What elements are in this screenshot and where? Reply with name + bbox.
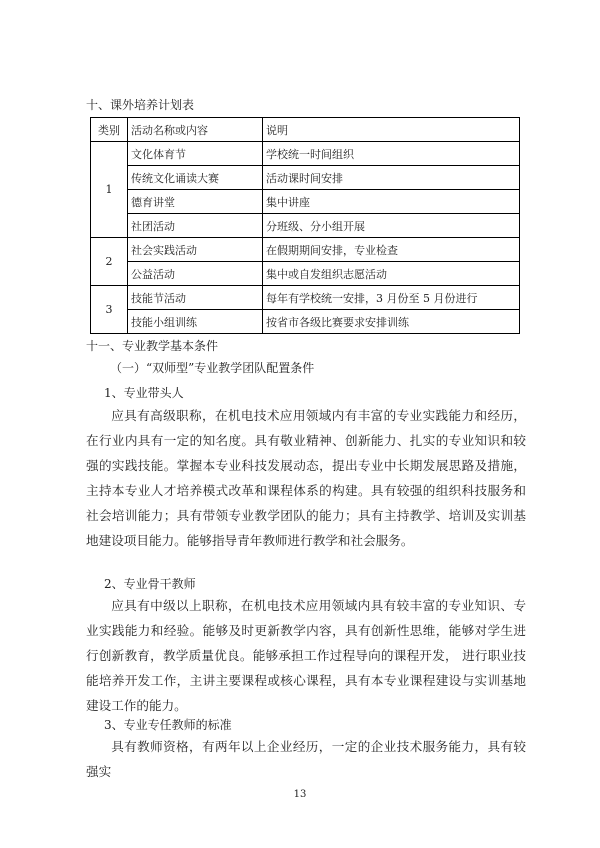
note-cell: 集中讲座 [263,190,520,214]
category-cell: 2 [91,238,128,286]
item-1-title: 1、专业带头人 [104,386,184,400]
table-row [91,310,520,334]
table-row [91,190,520,214]
activity-cell: 传统文化诵读大赛 [128,166,263,190]
activity-cell: 社会实践活动 [128,238,263,262]
item-3-text: 具有教师资格，有两年以上企业经历，一定的企业技术服务能力，具有较强实 [86,739,526,779]
subsection-1-title: （一）“双师型”专业教学团队配置条件 [110,361,315,375]
note-cell: 活动课时间安排 [263,166,520,190]
extracurricular-plan-table [90,117,520,334]
table-row [91,142,520,166]
activity-cell: 社团活动 [128,214,263,238]
page-number: 13 [293,789,307,800]
note-cell: 每年有学校统一安排，3 月份至 5 月份进行 [263,286,520,310]
note-cell: 学校统一时间组织 [263,142,520,166]
activity-cell: 技能节活动 [128,286,263,310]
note-cell: 在假期期间安排，专业检查 [263,238,520,262]
table-row [91,166,520,190]
table-row [91,262,520,286]
header-note: 说明 [263,118,520,142]
activity-cell: 文化体育节 [128,142,263,166]
item-1-text: 应具有高级职称，在机电技术应用领域内有丰富的专业实践能力和经历，在行业内具有一定的知名度。具有敬业精神、创新能力、扎实的专业知识和较强的实践技能。掌握本专业科技发展动态，提出专业中长期发展思路及措施，主持本专业人才培养模式改革和课程体系的构建。具有较强的组织科技服务和社会培训能力；具有带领专业教学团队的能力；具有主持教学、培训及实训基地建设项目能力。能够指导青年教师进行教学和社会服务。 [86,408,526,548]
section-10-title: 十、课外培养计划表 [86,98,195,112]
note-cell: 分班级、分小组开展 [263,214,520,238]
table-header-row [91,118,520,142]
note-cell: 集中或自发组织志愿活动 [263,262,520,286]
category-cell: 3 [91,286,128,334]
category-cell: 1 [91,142,128,238]
section-11-title: 十一、专业教学基本条件 [86,339,219,353]
table-row [91,238,520,262]
activity-cell: 技能小组训练 [128,310,263,334]
activity-cell: 公益活动 [128,262,263,286]
header-category: 类别 [91,118,128,142]
item-3-title: 3、专业专任教师的标准 [104,718,232,732]
header-activity: 活动名称或内容 [128,118,263,142]
item-2-title: 2、专业骨干教师 [104,577,196,591]
note-cell: 按省市各级比赛要求安排训练 [263,310,520,334]
activity-cell: 德育讲堂 [128,190,263,214]
item-2-text: 应具有中级以上职称，在机电技术应用领域内具有较丰富的专业知识、专业实践能力和经验。能够及时更新教学内容，具有创新性思维，能够对学生进行创新教育，教学质量优良。能够承担工作过程导向的课程开发， 进行职业技能培养开发工作，主讲主要课程或核心课程，具有本专业课程建设与实训基地建设工作的能力。 [86,598,526,713]
table-row [91,214,520,238]
table-row [91,286,520,310]
